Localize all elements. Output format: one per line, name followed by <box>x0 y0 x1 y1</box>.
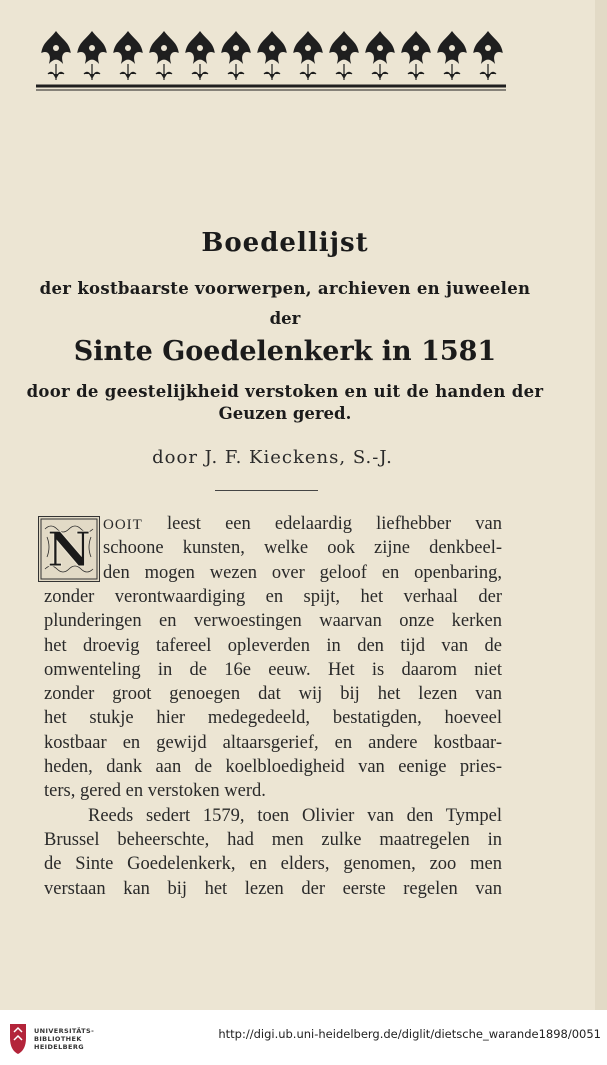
fleuron-motif <box>78 32 106 80</box>
subtitle-line-2: der <box>269 309 301 328</box>
text-line <box>44 755 502 779</box>
text-line-content: ters, gered en verstoken werd. <box>44 781 266 802</box>
document-title: Boedellijst <box>201 228 369 258</box>
library-name <box>34 1027 94 1051</box>
text-line-content: Brussel beheerschte, had men zulke maatregelen in <box>44 829 502 850</box>
text-line-content: den mogen wezen over geloof en openbaring, <box>103 562 502 583</box>
text-line-content: zonder verontwaardiging en spijt, het verhaal der <box>44 586 502 607</box>
text-line-content: de Sinte Goedelenkerk, en elders, genomen, zoo men <box>44 854 502 875</box>
subtitle-line-5: Geuzen gered. <box>218 404 352 423</box>
text-line-content: schoone kunsten, welke ook zijne denkbeel- <box>103 538 502 559</box>
fleuron-motif <box>258 32 286 80</box>
fleuron-motif <box>186 32 214 80</box>
text-line-content: plunderingen en verwoestingen waarvan onze kerken <box>44 611 502 632</box>
text-line-content: leest een edelaardig liefhebber van <box>142 514 502 534</box>
text-line <box>103 561 502 585</box>
text-line <box>44 706 502 730</box>
text-line-content: het stukje hier medegedeeld, bestatigden, hoeveel <box>44 708 502 729</box>
fleuron-motif <box>402 32 430 80</box>
library-name-line-2: BIBLIOTHEK <box>34 1035 82 1043</box>
text-line <box>44 779 344 803</box>
text-line-content: verstaan kan bij het lezen der eerste regelen van <box>44 878 502 899</box>
text-line-content: het droevig tafereel opleverden in den tijd van de <box>44 635 502 656</box>
fleuron-motif <box>330 32 358 80</box>
fleuron-motif <box>42 32 70 80</box>
fleuron-motif <box>366 32 394 80</box>
library-name-line-3: HEIDELBERG <box>34 1043 85 1051</box>
text-line <box>44 828 502 852</box>
decorated-initial <box>38 516 100 582</box>
text-line <box>44 682 502 706</box>
text-line <box>88 804 502 828</box>
text-line-content: zonder groot genoegen dat wij bij het lezen van <box>44 684 502 705</box>
library-name-line-1: UNIVERSITÄTS- <box>34 1027 95 1035</box>
separator-rule <box>215 490 318 491</box>
text-line <box>44 877 502 901</box>
source-url[interactable]: http://digi.ub.uni-heidelberg.de/diglit/dietsche_warande1898/0051 <box>218 1027 601 1041</box>
small-caps-lead: OOIT <box>103 517 143 533</box>
text-line-content: Reeds sedert 1579, toen Olivier van den Tympel <box>88 805 502 826</box>
author-byline: door J. F. Kieckens, S.-J. <box>152 447 393 468</box>
ornament-band <box>42 32 502 80</box>
subtitle-line-4: door de geestelijkheid verstoken en uit de handen der <box>26 382 544 401</box>
text-line-content: heden, dank aan de koelbloedigheid van eenige pries- <box>44 757 502 777</box>
university-library-logo <box>8 1022 28 1056</box>
text-line-content: omwenteling in de 16e eeuw. Het is daarom niet <box>44 659 502 680</box>
fleuron-motif <box>222 32 250 80</box>
fleuron-band-icon <box>36 24 506 94</box>
fleuron-motif <box>438 32 466 80</box>
initial-ornament-icon <box>39 517 99 581</box>
text-line <box>44 585 502 609</box>
fleuron-motif <box>474 32 502 80</box>
text-line <box>103 512 502 536</box>
initial-letter: N <box>47 522 91 578</box>
text-line-content: kostbaar en gewijd altaarsgerief, en andere kostbaar- <box>44 732 502 753</box>
text-line <box>44 658 502 682</box>
fleuron-motif <box>114 32 142 80</box>
fleuron-motif <box>294 32 322 80</box>
text-line <box>103 536 502 560</box>
subtitle-line-3: Sinte Goedelenkerk in 1581 <box>73 336 497 367</box>
text-line <box>44 634 502 658</box>
fleuron-motif <box>150 32 178 80</box>
text-line <box>44 852 502 876</box>
text-line <box>44 731 502 755</box>
page-edge <box>595 0 607 1010</box>
subtitle-line-1: der kostbaarste voorwerpen, archieven en juweelen <box>39 279 531 298</box>
text-line <box>44 609 502 633</box>
